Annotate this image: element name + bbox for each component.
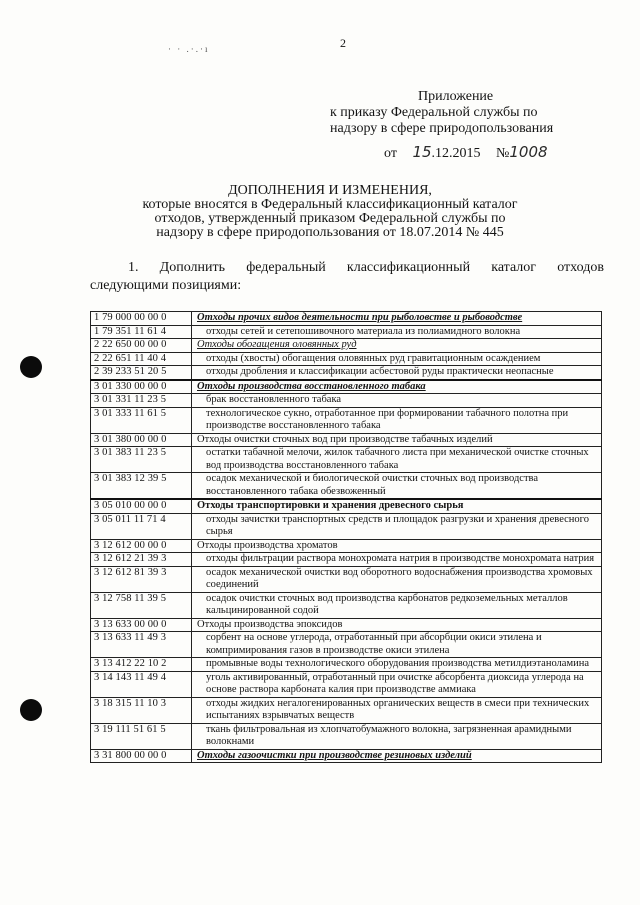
waste-code-cell: 3 13 633 11 49 3: [91, 632, 192, 658]
appendix-block: [330, 89, 600, 137]
catalog-item-row: [91, 325, 602, 339]
handwritten-mark: · · .·.·ı: [168, 44, 210, 54]
waste-name-cell: Отходы прочих видов деятельности при рыболовстве и рыбоводстве: [192, 312, 602, 326]
catalog-group-row: [91, 339, 602, 353]
waste-code-cell: 3 01 333 11 61 5: [91, 407, 192, 433]
catalog-item-row: [91, 447, 602, 473]
waste-name-cell: отходы (хвосты) обогащения оловянных руд гравитационным осаждением: [192, 352, 602, 366]
catalog-group-row: [91, 618, 602, 632]
page-number: 2: [340, 36, 346, 50]
waste-name-cell: остатки табачной мелочи, жилок табачного листа при механической очистке сточных вод производства восстановленного табака: [192, 447, 602, 473]
order-date-line: [384, 143, 548, 162]
catalog-item-row: [91, 366, 602, 380]
catalog-item-row: [91, 553, 602, 567]
waste-code-cell: 3 19 111 51 61 5: [91, 723, 192, 749]
catalog-item-row: [91, 352, 602, 366]
waste-code-cell: 3 12 612 00 00 0: [91, 539, 192, 553]
intro-word: каталог: [491, 260, 537, 275]
heading-title: ДОПОЛНЕНИЯ И ИЗМЕНЕНИЯ,: [228, 183, 432, 198]
handwritten-order-number: 1008: [509, 143, 548, 161]
catalog-item-row: [91, 723, 602, 749]
catalog-item-row: [91, 671, 602, 697]
waste-name-cell: Отходы производства восстановленного табака: [192, 380, 602, 394]
intro-line-1: [90, 259, 604, 277]
waste-code-cell: 2 22 651 11 40 4: [91, 352, 192, 366]
waste-name-cell: ткань фильтровальная из хлопчатобумажного волокна, загрязненная арамидными волокнами: [192, 723, 602, 749]
waste-name-cell: Отходы производства эпоксидов: [192, 618, 602, 632]
waste-code-cell: 1 79 000 00 00 0: [91, 312, 192, 326]
catalog-group-row: [91, 312, 602, 326]
waste-name-cell: Отходы очистки сточных вод при производстве табачных изделий: [192, 433, 602, 447]
catalog-group-row: [91, 539, 602, 553]
waste-name-cell: отходы зачистки транспортных средств и площадок разгрузки и хранения древесного сырья: [192, 513, 602, 539]
heading-line-1: которые вносятся в Федеральный классификационный каталог: [142, 197, 518, 212]
waste-code-cell: 3 05 011 11 71 4: [91, 513, 192, 539]
catalog-item-row: [91, 407, 602, 433]
waste-name-cell: технологическое сукно, отработанное при формировании табачного полотна при производстве восстановленного табака: [192, 407, 602, 433]
waste-code-cell: 3 01 383 11 23 5: [91, 447, 192, 473]
waste-catalog-table: [90, 311, 602, 763]
appendix-line-1: к приказу Федеральной службы по: [330, 105, 538, 120]
waste-name-cell: осадок механической очистки вод оборотного водоснабжения производства хромовых соединений: [192, 566, 602, 592]
heading-line-3: надзору в сфере природопользования от 18.07.2014 № 445: [156, 225, 504, 240]
document-heading: [120, 184, 540, 240]
waste-name-cell: сорбент на основе углерода, отработанный при абсорбции окиси этилена и компримирования газов в производстве окиси этилена: [192, 632, 602, 658]
waste-name-cell: отходы дробления и классификации асбестовой руды практически неопасные: [192, 366, 602, 380]
catalog-item-row: [91, 632, 602, 658]
waste-code-cell: 1 79 351 11 61 4: [91, 325, 192, 339]
intro-word: федеральный: [246, 260, 326, 275]
catalog-item-row: [91, 566, 602, 592]
waste-name-cell: осадок механической и биологической очистки сточных вод производства восстановленного табака обезвоженный: [192, 473, 602, 500]
waste-code-cell: 3 12 612 81 39 3: [91, 566, 192, 592]
binder-hole-bottom: [20, 699, 42, 721]
intro-word: Дополнить: [159, 260, 226, 275]
waste-name-cell: Отходы транспортировки и хранения древесного сырья: [192, 499, 602, 513]
catalog-group-row: [91, 499, 602, 513]
waste-code-cell: 3 12 612 21 39 3: [91, 553, 192, 567]
waste-code-cell: 3 31 800 00 00 0: [91, 749, 192, 763]
catalog-item-row: [91, 592, 602, 618]
appendix-title: Приложение: [418, 89, 494, 104]
waste-name-cell: уголь активированный, отработанный при очистке абсорбента диоксида углерода на основе раствора карбоната калия при производстве аммиака: [192, 671, 602, 697]
waste-name-cell: отходы сетей и сетепошивочного материала из полиамидного волокна: [192, 325, 602, 339]
waste-code-cell: 3 01 383 12 39 5: [91, 473, 192, 500]
waste-name-cell: отходы жидких негалогенированных органических веществ в смеси при технических испытаниях взрывчатых веществ: [192, 697, 602, 723]
waste-name-cell: осадок очистки сточных вод производства карбонатов редкоземельных металлов кальцинированной содой: [192, 592, 602, 618]
waste-code-cell: 3 01 380 00 00 0: [91, 433, 192, 447]
intro-line-2: следующими позициями:: [90, 278, 242, 293]
number-prefix: №: [496, 146, 510, 161]
heading-line-2: отходов, утвержденный приказом Федеральной службы по: [154, 211, 506, 226]
catalog-item-row: [91, 658, 602, 672]
waste-name-cell: промывные воды технологического оборудования производства метилдиэтаноламина: [192, 658, 602, 672]
handwritten-day: 15: [412, 143, 432, 161]
waste-code-cell: 2 39 233 51 20 5: [91, 366, 192, 380]
date-rest: .12.2015: [431, 146, 481, 161]
catalog-group-row: [91, 380, 602, 394]
waste-code-cell: 3 01 331 11 23 5: [91, 394, 192, 408]
waste-name-cell: Отходы газоочистки при производстве резиновых изделий: [192, 749, 602, 763]
catalog-group-row: [91, 749, 602, 763]
intro-paragraph: [90, 259, 604, 295]
waste-name-cell: брак восстановленного табака: [192, 394, 602, 408]
waste-name-cell: отходы фильтрации раствора монохромата натрия в производстве монохромата натрия: [192, 553, 602, 567]
waste-code-cell: 3 18 315 11 10 3: [91, 697, 192, 723]
catalog-item-row: [91, 513, 602, 539]
waste-code-cell: 3 14 143 11 49 4: [91, 671, 192, 697]
waste-code-cell: 3 12 758 11 39 5: [91, 592, 192, 618]
waste-name-cell: Отходы производства хроматов: [192, 539, 602, 553]
waste-code-cell: 3 13 412 22 10 2: [91, 658, 192, 672]
binder-hole-top: [20, 356, 42, 378]
catalog-group-row: [91, 433, 602, 447]
catalog-item-row: [91, 394, 602, 408]
date-prefix: от: [384, 146, 397, 161]
appendix-line-2: надзору в сфере природопользования: [330, 121, 554, 136]
catalog-item-row: [91, 473, 602, 500]
waste-code-cell: 3 01 330 00 00 0: [91, 380, 192, 394]
intro-word: классификационный: [346, 260, 471, 275]
intro-word: отходов: [557, 260, 604, 275]
waste-code-cell: 2 22 650 00 00 0: [91, 339, 192, 353]
waste-code-cell: 3 05 010 00 00 0: [91, 499, 192, 513]
waste-code-cell: 3 13 633 00 00 0: [91, 618, 192, 632]
waste-name-cell: Отходы обогащения оловянных руд: [192, 339, 602, 353]
intro-word: 1.: [128, 260, 139, 275]
catalog-item-row: [91, 697, 602, 723]
